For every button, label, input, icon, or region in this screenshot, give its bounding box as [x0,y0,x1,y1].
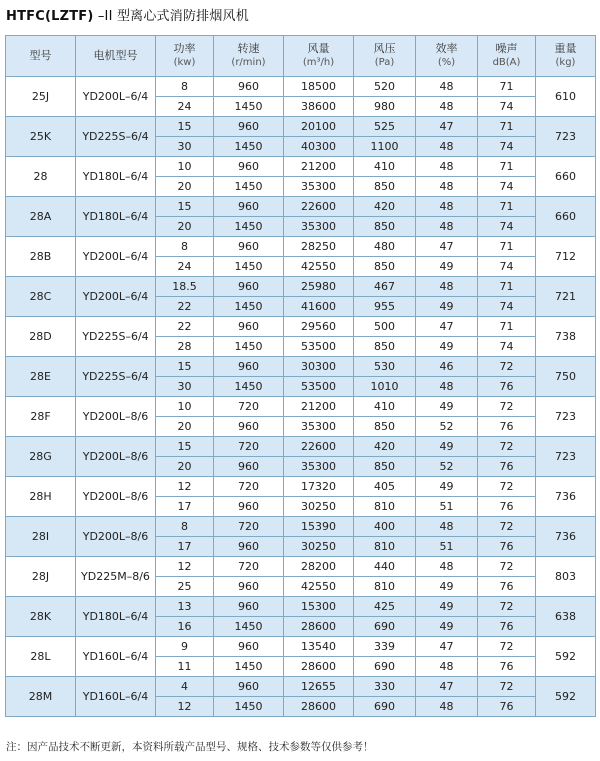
column-header-label: 效率 [435,42,458,55]
power-cell: 15 [156,117,214,137]
speed-cell: 1450 [214,617,284,637]
column-header [76,36,156,77]
speed-cell: 960 [214,417,284,437]
speed-cell: 720 [214,397,284,417]
power-cell: 20 [156,457,214,477]
efficiency-cell: 49 [416,477,478,497]
pressure-cell: 425 [354,597,416,617]
noise-cell: 72 [478,557,536,577]
speed-cell: 1450 [214,337,284,357]
model-cell: 28L [6,637,76,677]
power-cell: 24 [156,257,214,277]
noise-cell: 71 [478,117,536,137]
column-header-unit: (m³/h) [302,57,335,68]
power-cell: 30 [156,137,214,157]
model-cell: 28H [6,477,76,517]
pressure-cell: 850 [354,177,416,197]
power-cell: 12 [156,697,214,717]
pressure-cell: 420 [354,437,416,457]
speed-cell: 960 [214,577,284,597]
column-header-label: 功率 [173,42,196,55]
airflow-cell: 40300 [284,137,354,157]
weight-cell: 738 [536,317,596,357]
speed-cell: 720 [214,517,284,537]
speed-cell: 1450 [214,697,284,717]
pressure-cell: 530 [354,357,416,377]
speed-cell: 960 [214,357,284,377]
power-cell: 11 [156,657,214,677]
efficiency-cell: 48 [416,197,478,217]
pressure-cell: 405 [354,477,416,497]
table-row [6,117,596,137]
power-cell: 8 [156,517,214,537]
weight-cell: 592 [536,637,596,677]
motor-cell: YD160L–6/4 [76,637,156,677]
efficiency-cell: 48 [416,217,478,237]
airflow-cell: 17320 [284,477,354,497]
noise-cell: 71 [478,277,536,297]
noise-cell: 74 [478,137,536,157]
column-header [536,36,596,77]
airflow-cell: 22600 [284,197,354,217]
column-header [354,36,416,77]
noise-cell: 76 [478,577,536,597]
motor-cell: YD160L–6/4 [76,677,156,717]
efficiency-cell: 48 [416,177,478,197]
speed-cell: 1450 [214,137,284,157]
noise-cell: 72 [478,477,536,497]
page-title [6,4,249,30]
speed-cell: 960 [214,317,284,337]
power-cell: 17 [156,497,214,517]
model-cell: 28J [6,557,76,597]
weight-cell: 592 [536,677,596,717]
table-row [6,557,596,577]
table-row [6,677,596,697]
table-row [6,317,596,337]
airflow-cell: 28250 [284,237,354,257]
power-cell: 28 [156,337,214,357]
pressure-cell: 690 [354,617,416,637]
model-cell: 28I [6,517,76,557]
speed-cell: 960 [214,197,284,217]
power-cell: 10 [156,397,214,417]
pressure-cell: 520 [354,77,416,97]
power-cell: 12 [156,557,214,577]
pressure-cell: 850 [354,217,416,237]
noise-cell: 76 [478,457,536,477]
airflow-cell: 30300 [284,357,354,377]
column-header [478,36,536,77]
model-cell: 25J [6,77,76,117]
speed-cell: 960 [214,157,284,177]
model-cell: 28K [6,597,76,637]
weight-cell: 660 [536,157,596,197]
efficiency-cell: 49 [416,397,478,417]
motor-cell: YD200L–8/6 [76,437,156,477]
column-header-unit: (kw) [173,57,196,68]
efficiency-cell: 51 [416,537,478,557]
model-cell: 28B [6,237,76,277]
motor-cell: YD225S–6/4 [76,357,156,397]
airflow-cell: 42550 [284,257,354,277]
efficiency-cell: 47 [416,117,478,137]
weight-cell: 750 [536,357,596,397]
pressure-cell: 410 [354,397,416,417]
efficiency-cell: 47 [416,677,478,697]
model-cell: 28D [6,317,76,357]
column-header-label: 型号 [29,49,52,62]
airflow-cell: 12655 [284,677,354,697]
power-cell: 17 [156,537,214,557]
speed-cell: 960 [214,277,284,297]
noise-cell: 71 [478,197,536,217]
power-cell: 13 [156,597,214,617]
speed-cell: 1450 [214,177,284,197]
noise-cell: 72 [478,677,536,697]
column-header-label: 风量 [307,42,330,55]
weight-cell: 610 [536,77,596,117]
efficiency-cell: 52 [416,417,478,437]
speed-cell: 1450 [214,297,284,317]
pressure-cell: 440 [354,557,416,577]
column-header [214,36,284,77]
pressure-cell: 400 [354,517,416,537]
power-cell: 18.5 [156,277,214,297]
speed-cell: 1450 [214,377,284,397]
column-header-label: 转速 [237,42,260,55]
table-row [6,517,596,537]
noise-cell: 74 [478,217,536,237]
speed-cell: 960 [214,117,284,137]
pressure-cell: 410 [354,157,416,177]
efficiency-cell: 48 [416,157,478,177]
column-header-label: 噪声 [495,42,518,55]
airflow-cell: 30250 [284,497,354,517]
airflow-cell: 15390 [284,517,354,537]
model-cell: 28F [6,397,76,437]
pressure-cell: 500 [354,317,416,337]
pressure-cell: 955 [354,297,416,317]
model-cell: 28M [6,677,76,717]
motor-cell: YD200L–6/4 [76,277,156,317]
speed-cell: 1450 [214,217,284,237]
efficiency-cell: 49 [416,437,478,457]
speed-cell: 960 [214,237,284,257]
speed-cell: 960 [214,597,284,617]
power-cell: 24 [156,97,214,117]
airflow-cell: 18500 [284,77,354,97]
model-cell: 28 [6,157,76,197]
airflow-cell: 25980 [284,277,354,297]
column-header-unit: (%) [437,57,456,68]
noise-cell: 74 [478,337,536,357]
series-name: HTFC(LZTF) [6,9,94,24]
power-cell: 16 [156,617,214,637]
airflow-cell: 35300 [284,217,354,237]
noise-cell: 71 [478,317,536,337]
column-header-unit: dB(A) [492,57,521,68]
weight-cell: 803 [536,557,596,597]
speed-cell: 960 [214,457,284,477]
model-cell: 25K [6,117,76,157]
pressure-cell: 1100 [354,137,416,157]
pressure-cell: 850 [354,337,416,357]
power-cell: 10 [156,157,214,177]
airflow-cell: 13540 [284,637,354,657]
efficiency-cell: 48 [416,517,478,537]
table-row [6,197,596,217]
power-cell: 8 [156,237,214,257]
column-header [156,36,214,77]
noise-cell: 74 [478,257,536,277]
pressure-cell: 980 [354,97,416,117]
power-cell: 22 [156,297,214,317]
efficiency-cell: 48 [416,697,478,717]
airflow-cell: 35300 [284,417,354,437]
power-cell: 22 [156,317,214,337]
airflow-cell: 28200 [284,557,354,577]
efficiency-cell: 48 [416,277,478,297]
airflow-cell: 28600 [284,697,354,717]
power-cell: 20 [156,417,214,437]
weight-cell: 736 [536,477,596,517]
weight-cell: 721 [536,277,596,317]
motor-cell: YD225S–6/4 [76,117,156,157]
motor-cell: YD180L–6/4 [76,157,156,197]
airflow-cell: 28600 [284,617,354,637]
pressure-cell: 480 [354,237,416,257]
efficiency-cell: 49 [416,257,478,277]
table-row [6,357,596,377]
pressure-cell: 339 [354,637,416,657]
pressure-cell: 850 [354,457,416,477]
pressure-cell: 850 [354,417,416,437]
pressure-cell: 810 [354,537,416,557]
efficiency-cell: 49 [416,597,478,617]
power-cell: 4 [156,677,214,697]
speed-cell: 960 [214,677,284,697]
table-row [6,397,596,417]
efficiency-cell: 48 [416,77,478,97]
airflow-cell: 29560 [284,317,354,337]
pressure-cell: 1010 [354,377,416,397]
weight-cell: 638 [536,597,596,637]
power-cell: 8 [156,77,214,97]
efficiency-cell: 49 [416,337,478,357]
table-row [6,277,596,297]
noise-cell: 74 [478,97,536,117]
motor-cell: YD200L–8/6 [76,517,156,557]
airflow-cell: 35300 [284,177,354,197]
efficiency-cell: 49 [416,617,478,637]
table-row [6,237,596,257]
footnote: 注：因产品技术不断更新，本资料所载产品型号、规格、技术参数等仅供参考！ [6,741,374,753]
noise-cell: 74 [478,177,536,197]
weight-cell: 723 [536,437,596,477]
efficiency-cell: 47 [416,317,478,337]
column-header [416,36,478,77]
efficiency-cell: 49 [416,297,478,317]
airflow-cell: 53500 [284,377,354,397]
pressure-cell: 810 [354,577,416,597]
model-cell: 28G [6,437,76,477]
table-row [6,477,596,497]
pressure-cell: 850 [354,257,416,277]
noise-cell: 76 [478,657,536,677]
efficiency-cell: 46 [416,357,478,377]
weight-cell: 723 [536,397,596,437]
model-cell: 28E [6,357,76,397]
noise-cell: 71 [478,237,536,257]
noise-cell: 76 [478,377,536,397]
weight-cell: 660 [536,197,596,237]
motor-cell: YD200L–6/4 [76,77,156,117]
table-row [6,157,596,177]
efficiency-cell: 47 [416,237,478,257]
noise-cell: 74 [478,297,536,317]
pressure-cell: 810 [354,497,416,517]
airflow-cell: 21200 [284,157,354,177]
pressure-cell: 330 [354,677,416,697]
table-body [6,77,596,717]
column-header-unit: (r/min) [231,57,266,68]
column-header-unit: (Pa) [374,57,395,68]
table-row [6,437,596,457]
efficiency-cell: 51 [416,497,478,517]
noise-cell: 72 [478,357,536,377]
motor-cell: YD200L–8/6 [76,397,156,437]
airflow-cell: 38600 [284,97,354,117]
table-row [6,597,596,617]
speed-cell: 960 [214,497,284,517]
speed-cell: 1450 [214,257,284,277]
noise-cell: 76 [478,497,536,517]
speed-cell: 720 [214,477,284,497]
airflow-cell: 53500 [284,337,354,357]
pressure-cell: 467 [354,277,416,297]
noise-cell: 72 [478,597,536,617]
speed-cell: 720 [214,557,284,577]
efficiency-cell: 52 [416,457,478,477]
power-cell: 15 [156,197,214,217]
power-cell: 15 [156,437,214,457]
airflow-cell: 30250 [284,537,354,557]
airflow-cell: 20100 [284,117,354,137]
noise-cell: 76 [478,697,536,717]
noise-cell: 71 [478,157,536,177]
power-cell: 20 [156,177,214,197]
noise-cell: 76 [478,417,536,437]
airflow-cell: 22600 [284,437,354,457]
airflow-cell: 42550 [284,577,354,597]
power-cell: 30 [156,377,214,397]
weight-cell: 712 [536,237,596,277]
airflow-cell: 41600 [284,297,354,317]
speed-cell: 720 [214,437,284,457]
power-cell: 20 [156,217,214,237]
noise-cell: 71 [478,77,536,97]
efficiency-cell: 48 [416,657,478,677]
column-header-label: 风压 [373,42,396,55]
efficiency-cell: 48 [416,97,478,117]
motor-cell: YD180L–6/4 [76,597,156,637]
motor-cell: YD225S–6/4 [76,317,156,357]
pressure-cell: 525 [354,117,416,137]
weight-cell: 723 [536,117,596,157]
speed-cell: 1450 [214,97,284,117]
airflow-cell: 35300 [284,457,354,477]
motor-cell: YD200L–8/6 [76,477,156,517]
speed-cell: 960 [214,537,284,557]
speed-cell: 1450 [214,657,284,677]
column-header-label: 电机型号 [93,49,138,62]
column-header [284,36,354,77]
table-header-row [6,36,596,77]
pressure-cell: 690 [354,657,416,677]
motor-cell: YD225M–8/6 [76,557,156,597]
noise-cell: 72 [478,517,536,537]
efficiency-cell: 49 [416,577,478,597]
column-header-label: 重量 [554,42,577,55]
column-header-unit: (kg) [555,57,576,68]
pressure-cell: 690 [354,697,416,717]
efficiency-cell: 48 [416,377,478,397]
speed-cell: 960 [214,637,284,657]
noise-cell: 72 [478,397,536,417]
title-suffix: –II 型离心式消防排烟风机 [97,9,249,24]
noise-cell: 76 [478,617,536,637]
power-cell: 25 [156,577,214,597]
model-cell: 28A [6,197,76,237]
noise-cell: 76 [478,537,536,557]
airflow-cell: 15300 [284,597,354,617]
model-cell: 28C [6,277,76,317]
speed-cell: 960 [214,77,284,97]
fan-spec-table [5,35,596,717]
power-cell: 9 [156,637,214,657]
motor-cell: YD180L–6/4 [76,197,156,237]
efficiency-cell: 48 [416,137,478,157]
power-cell: 15 [156,357,214,377]
table-row [6,77,596,97]
airflow-cell: 21200 [284,397,354,417]
airflow-cell: 28600 [284,657,354,677]
efficiency-cell: 48 [416,557,478,577]
column-header [6,36,76,77]
noise-cell: 72 [478,637,536,657]
weight-cell: 736 [536,517,596,557]
table-row [6,637,596,657]
efficiency-cell: 47 [416,637,478,657]
noise-cell: 72 [478,437,536,457]
motor-cell: YD200L–6/4 [76,237,156,277]
pressure-cell: 420 [354,197,416,217]
power-cell: 12 [156,477,214,497]
